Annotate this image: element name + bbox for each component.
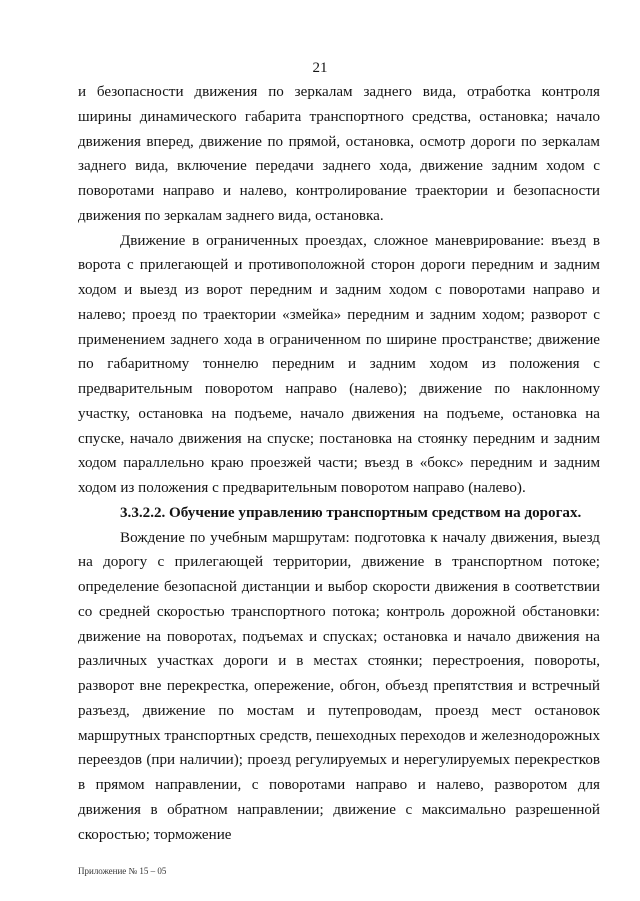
paragraph-restricted-driving: Движение в ограниченных проездах, сложное маневрирование: въезд в ворота с прилегающей и противоположной сторон дороги передним и задним ходом и выезд из ворот передним и задним ходом с поворотами направо и налево; проезд по траектории «змейка» передним и задним ходом; разворот с применением заднего хода в ограниченном по ширине пространстве; движение по габаритному тоннелю передним и задним ходом из положения с предварительным поворотом направо (налево); движение по наклонному участку, остановка на подъеме, начало движения на подъеме, остановка на спуске, начало движения на спуске; постановка на стоянку передним и задним ходом параллельно краю проезжей части; въезд в «бокс» передним и задним ходом из положения с предварительным поворотом направо (налево). (78, 232, 600, 496)
section-heading: 3.3.2.2. Обучение управлению транспортным средством на дорогах. (120, 504, 582, 521)
page-footer: Приложение № 15 – 05 (78, 866, 167, 876)
document-body (78, 80, 600, 847)
paragraph-road-training: Вождение по учебным маршрутам: подготовка к началу движения, выезд на дорогу с прилегающей территории, движение в транспортном потоке; определение безопасной дистанции и выбор скорости движения в соответствии со средней скоростью транспортного потока; контроль дорожной обстановки: движение на поворотах, подъемах и спусках; остановка и начало движения на различных участках дороги и в местах стоянки; перестроения, повороты, разворот вне перекрестка, опережение, обгон, объезд препятствия и встречный разъезд, движение по мостам и путепроводам, проезд мест остановок маршрутных транспортных средств, пешеходных переходов и железнодорожных переездов (при наличии); проезд регулируемых и нерегулируемых перекрестков в прямом направлении, с поворотами направо и налево, разворотом для движения в обратном направлении; движение с максимально разрешенной скоростью; торможение (78, 529, 600, 843)
page-number: 21 (312, 60, 328, 76)
paragraph-continuation: и безопасности движения по зеркалам заднего вида, отработка контроля ширины динамического габарита транспортного средства, остановка; начало движения вперед, движение по прямой, остановка, осмотр дороги по зеркалам заднего вида, включение передачи заднего хода, движение задним ходом с поворотами направо и налево, контролирование траектории и безопасности движения по зеркалам заднего вида, остановка. (78, 84, 600, 224)
